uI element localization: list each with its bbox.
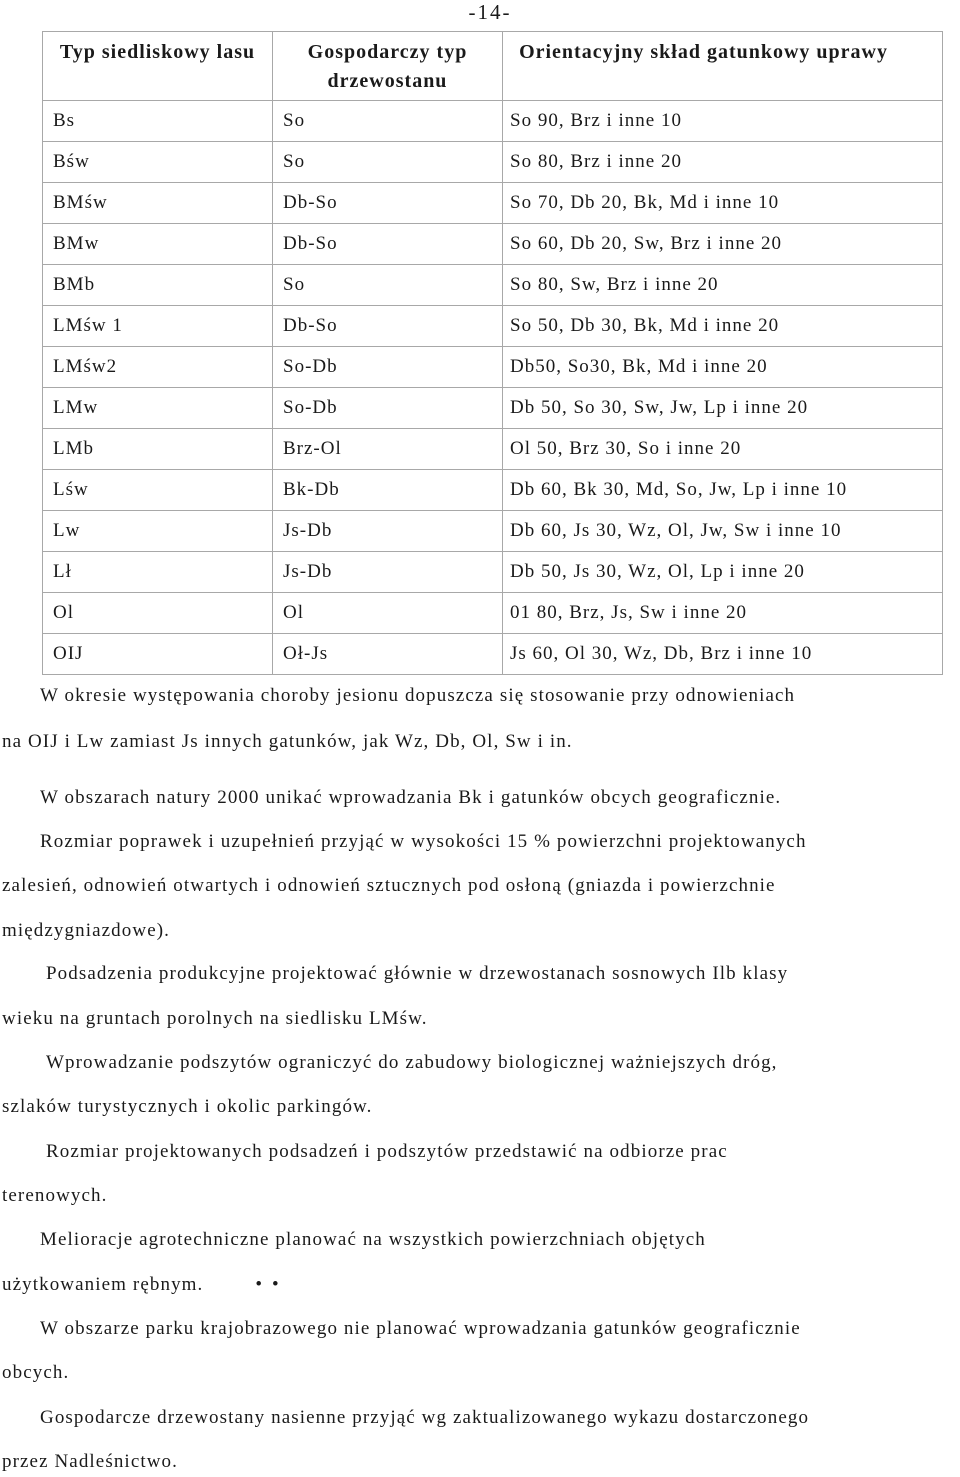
cell-stand-type: Db-So xyxy=(273,224,503,265)
cell-species-composition: Js 60, Ol 30, Wz, Db, Brz i inne 10 xyxy=(503,634,943,675)
cell-site-type: LMw xyxy=(43,388,273,429)
paragraph-corrections-line1: Rozmiar poprawek i uzupełnień przyjąć w wysokości 15 % powierzchni projektowanych xyxy=(40,831,807,852)
paragraph-underplanting-line2: wieku na gruntach porolnych na siedlisku LMśw. xyxy=(2,1008,428,1029)
cell-species-composition: 01 80, Brz, Js, Sw i inne 20 xyxy=(503,593,943,634)
bullet-dots: •• xyxy=(255,1274,289,1295)
table-row xyxy=(43,306,943,347)
cell-species-composition: So 70, Db 20, Bk, Md i inne 10 xyxy=(503,183,943,224)
cell-site-type: Lśw xyxy=(43,470,273,511)
cell-site-type: BMśw xyxy=(43,183,273,224)
paragraph-corrections-line2: zalesień, odnowień otwartych i odnowień sztucznych pod osłoną (gniazda i powierzchnie xyxy=(2,875,776,896)
paragraph-scope-line1: Rozmiar projektowanych podsadzeń i podszytów przedstawić na odbiorze prac xyxy=(46,1141,728,1162)
cell-species-composition: So 50, Db 30, Bk, Md i inne 20 xyxy=(503,306,943,347)
melioration-line2-text: użytkowaniem rębnym. xyxy=(2,1274,204,1295)
cell-site-type: LMb xyxy=(43,429,273,470)
cell-stand-type: Ol xyxy=(273,593,503,634)
cell-stand-type: So xyxy=(273,142,503,183)
paragraph-ash-disease-line1: W okresie występowania choroby jesionu dopuszcza się stosowanie przy odnowieniach xyxy=(40,685,796,706)
cell-site-type: BMw xyxy=(43,224,273,265)
cell-species-composition: So 90, Brz i inne 10 xyxy=(503,101,943,142)
cell-site-type: LMśw 1 xyxy=(43,306,273,347)
cell-stand-type: Brz-Ol xyxy=(273,429,503,470)
cell-stand-type: Bk-Db xyxy=(273,470,503,511)
cell-species-composition: So 80, Sw, Brz i inne 20 xyxy=(503,265,943,306)
cell-species-composition: Db 60, Js 30, Wz, Ol, Jw, Sw i inne 10 xyxy=(503,511,943,552)
paragraph-ash-disease-line2: na OIJ i Lw zamiast Js innych gatunków, jak Wz, Db, Ol, Sw i in. xyxy=(2,731,573,752)
paragraph-corrections-line3: międzygniazdowe). xyxy=(2,920,171,941)
paragraph-understorey-line1: Wprowadzanie podszytów ograniczyć do zabudowy biologicznej ważniejszych dróg, xyxy=(46,1052,778,1073)
paragraph-understorey-line2: szlaków turystycznych i okolic parkingów. xyxy=(2,1096,373,1117)
cell-stand-type: Oł-Js xyxy=(273,634,503,675)
cell-species-composition: Db 60, Bk 30, Md, So, Jw, Lp i inne 10 xyxy=(503,470,943,511)
header-stand-type: Gospodarczy typ drzewostanu xyxy=(273,32,503,101)
table-row xyxy=(43,388,943,429)
cell-site-type: OIJ xyxy=(43,634,273,675)
table-header-row xyxy=(43,32,943,101)
cell-stand-type: Db-So xyxy=(273,183,503,224)
page-number: -14- xyxy=(468,0,512,24)
cell-site-type: BMb xyxy=(43,265,273,306)
table-row xyxy=(43,224,943,265)
cell-species-composition: Ol 50, Brz 30, So i inne 20 xyxy=(503,429,943,470)
table-row xyxy=(43,183,943,224)
paragraph-seed-stands-line2: przez Nadleśnictwo. xyxy=(2,1451,178,1472)
cell-site-type: Ol xyxy=(43,593,273,634)
cell-species-composition: Db 50, So 30, Sw, Jw, Lp i inne 20 xyxy=(503,388,943,429)
cell-stand-type: So-Db xyxy=(273,388,503,429)
cell-site-type: Bs xyxy=(43,101,273,142)
table-row xyxy=(43,347,943,388)
table-row xyxy=(43,265,943,306)
paragraph-scope-line2: terenowych. xyxy=(2,1185,108,1206)
cell-stand-type: So xyxy=(273,101,503,142)
table-row xyxy=(43,593,943,634)
paragraph-underplanting-line1: Podsadzenia produkcyjne projektować głównie w drzewostanach sosnowych Ilb klasy xyxy=(46,963,789,984)
species-composition-table xyxy=(42,31,943,675)
paragraph-landscape-park-line2: obcych. xyxy=(2,1362,70,1383)
cell-site-type: LMśw2 xyxy=(43,347,273,388)
cell-stand-type: Js-Db xyxy=(273,511,503,552)
table-row xyxy=(43,552,943,593)
paragraph-landscape-park-line1: W obszarze parku krajobrazowego nie planować wprowadzania gatunków geograficznie xyxy=(40,1318,801,1339)
cell-site-type: Lw xyxy=(43,511,273,552)
table-row xyxy=(43,429,943,470)
cell-site-type: Bśw xyxy=(43,142,273,183)
cell-stand-type: So-Db xyxy=(273,347,503,388)
cell-species-composition: Db50, So30, Bk, Md i inne 20 xyxy=(503,347,943,388)
table-row xyxy=(43,634,943,675)
cell-stand-type: So xyxy=(273,265,503,306)
cell-species-composition: So 60, Db 20, Sw, Brz i inne 20 xyxy=(503,224,943,265)
cell-species-composition: So 80, Brz i inne 20 xyxy=(503,142,943,183)
header-site-type: Typ siedliskowy lasu xyxy=(43,32,273,101)
paragraph-natura2000: W obszarach natury 2000 unikać wprowadzania Bk i gatunków obcych geograficznie. xyxy=(40,787,782,808)
header-species-composition: Orientacyjny skład gatunkowy uprawy xyxy=(503,32,943,101)
cell-stand-type: Js-Db xyxy=(273,552,503,593)
table-body xyxy=(43,101,943,675)
cell-stand-type: Db-So xyxy=(273,306,503,347)
cell-species-composition: Db 50, Js 30, Wz, Ol, Lp i inne 20 xyxy=(503,552,943,593)
table-row xyxy=(43,470,943,511)
paragraph-seed-stands-line1: Gospodarcze drzewostany nasienne przyjąć wg zaktualizowanego wykazu dostarczonego xyxy=(40,1407,810,1428)
paragraph-melioration-line2 xyxy=(2,1274,289,1296)
table-row xyxy=(43,511,943,552)
paragraph-melioration-line1: Melioracje agrotechniczne planować na wszystkich powierzchniach objętych xyxy=(40,1229,706,1250)
table-row xyxy=(43,142,943,183)
cell-site-type: Lł xyxy=(43,552,273,593)
table-row xyxy=(43,101,943,142)
